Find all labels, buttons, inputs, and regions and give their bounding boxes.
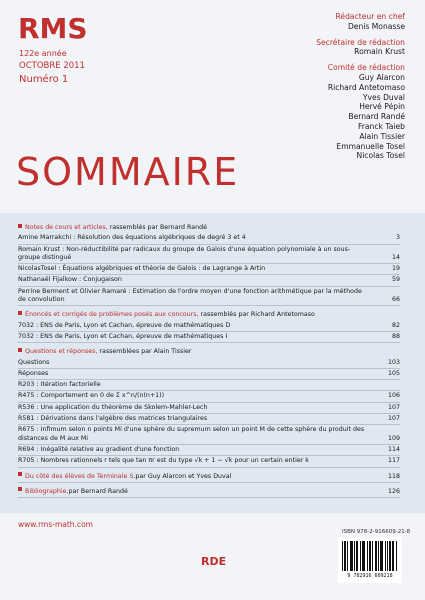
toc-section [18, 488, 400, 498]
staff-member: Guy Alarcon [358, 72, 405, 82]
heading-spacer [128, 488, 382, 496]
page-number: 19 [391, 265, 400, 273]
barcode-bars [342, 541, 398, 571]
entry-title: Nathanaël Fijalkow : Conjugaison [18, 276, 122, 284]
entry-title: NicolasTosel : Équations algébriques et théorie de Galois : de Lagrange à Artin [18, 265, 266, 273]
staff-member: Denis Monasse [347, 21, 405, 31]
entry-title: R536 : Une application du théorème de Skolem-Mahler-Lech [18, 403, 208, 411]
section-title: Bibliographie, [25, 487, 69, 495]
toc-entry[interactable] [18, 456, 400, 467]
toc-entry[interactable] [18, 358, 400, 369]
page-number: 66 [391, 296, 400, 304]
entry-title: R581 : Dérivations dans l'algèbre des matrices triangulaires [18, 415, 208, 423]
page-number: 103 [387, 358, 400, 366]
table-of-contents [18, 224, 400, 503]
entry-title: R694 : Inégalité relative au gradient d'une fonction [18, 445, 180, 453]
toc-entry[interactable] [18, 425, 400, 445]
section-heading[interactable] [18, 488, 400, 498]
toc-section [18, 348, 400, 467]
section-title: Du côté des élèves de Terminale S, [25, 472, 136, 480]
staff-member: Yves Duval [362, 92, 405, 102]
toc-entry[interactable] [18, 245, 400, 265]
entry-title: Questions [18, 358, 50, 366]
heading-spacer [231, 473, 382, 481]
page-number: 88 [391, 332, 400, 340]
toc-entry[interactable] [18, 380, 400, 391]
page-number: 109 [387, 434, 400, 442]
toc-entry[interactable] [18, 391, 400, 402]
section-bullet-icon [18, 472, 22, 476]
toc-entry[interactable] [18, 403, 400, 414]
website-link[interactable]: www.rms-math.com [18, 520, 93, 529]
toc-entry[interactable] [18, 264, 400, 275]
entry-title: 7032 : ENS de Paris, Lyon et Cachan, épreuve de mathématiques I [18, 332, 228, 340]
section-editor: rassemblés par Richard Antetomaso [198, 311, 315, 319]
section-bullet-icon [18, 348, 22, 352]
entry-title: 7032 : ENS de Paris, Lyon et Cachan, épreuve de mathématiques D [18, 321, 231, 329]
staff-member: Richard Antetomaso [327, 82, 405, 92]
issue-month: OCTOBRE 2011 [19, 61, 85, 71]
toc-entry[interactable] [18, 321, 400, 332]
section-bullet-icon [18, 487, 22, 491]
toc-section [18, 224, 400, 306]
staff-role: Rédacteur en chef [335, 12, 405, 21]
page-title: SOMMAIRE [16, 150, 240, 194]
toc-entry[interactable] [18, 332, 400, 343]
page-number: 14 [391, 253, 400, 261]
staff-member: Hervé Pépin [359, 102, 405, 112]
toc-section [18, 473, 400, 483]
page-number: 105 [387, 369, 400, 377]
staff-role: Secrétaire de rédaction [316, 37, 405, 47]
page-number: 107 [387, 403, 400, 411]
page-number: 114 [387, 445, 400, 453]
section-editor: rassemblées par Alain Tissier [97, 348, 192, 356]
page-number: 117 [387, 457, 400, 465]
entry-title: Romain Krust : Non-réductibilité par radicaux du groupe de Galois d'une équation polynomiale à un sous-groupe distingué [18, 245, 351, 261]
entry-title: R705 : Nombres rationnels r tels que tan πr est du type √k + 1 − √k pour un certain entier k [18, 457, 309, 465]
section-editor: rassemblés par Bernard Randé [107, 224, 207, 231]
section-bullet-icon [18, 311, 22, 315]
page-number: 118 [387, 472, 400, 480]
staff-member: Alain Tissier [359, 131, 405, 141]
entry-title: R475 : Comportement en 0 de Σ x^n/(n(n+1)) [18, 392, 165, 400]
section-heading[interactable] [18, 473, 400, 483]
section-editor: par Guy Alarcon et Yves Duval [135, 472, 232, 480]
section-title: Questions et réponses, [25, 348, 98, 356]
section-bullet-icon [18, 224, 22, 228]
staff-member: Emmanuelle Tosel [336, 141, 405, 151]
section-heading[interactable] [18, 224, 400, 232]
journal-title: RMS [18, 12, 88, 45]
barcode-number: 9 782916 609218 [347, 573, 393, 579]
publisher-logo: RDE [201, 555, 227, 568]
entry-title: R675 : Infimum selon n points Mi d'une sphère du supremum selon un point M de cette sphère du produit des distances de M aux Mi [18, 426, 365, 442]
section-title: Énoncés et corrigés de problèmes posés aux concours, [25, 311, 199, 319]
volume-year: 122e année [19, 49, 67, 58]
isbn-label: ISBN 978-2-916609-21-8 [342, 529, 411, 535]
staff-member: Romain Krust [354, 47, 405, 57]
page-number: 59 [391, 276, 400, 284]
issue-number: Numéro 1 [19, 74, 69, 85]
page-number: 106 [387, 392, 400, 400]
staff-member: Bernard Randé [348, 112, 405, 122]
toc-entry[interactable] [18, 445, 400, 456]
page-number: 107 [387, 415, 400, 423]
toc-entry[interactable] [18, 369, 400, 380]
toc-section [18, 311, 400, 343]
page-number: 82 [391, 321, 400, 329]
staff-member: Nicolas Tosel [356, 151, 405, 161]
editorial-staff [245, 12, 405, 161]
page-number: 126 [387, 487, 400, 495]
entry-title: R203 : Itération factorielle [18, 381, 101, 389]
toc-entry[interactable] [18, 275, 400, 286]
toc-entry[interactable] [18, 233, 400, 244]
section-heading[interactable] [18, 311, 400, 319]
staff-member: Franck Taieb [357, 121, 405, 131]
section-title: Notes de cours et articles, [25, 224, 108, 231]
entry-title: Perrine Berment et Olivier Ramaré : Estimation de l'ordre moyen d'une fonction arithmétique par la méthode de convolution [18, 287, 362, 304]
entry-title: Réponses [18, 369, 49, 377]
barcode [338, 537, 402, 583]
section-editor: par Bernard Randé [68, 487, 128, 495]
page-number: 3 [395, 234, 400, 242]
staff-role: Comité de rédaction [327, 63, 405, 73]
entry-title: Amine Marrakchi : Résolution des équations algébriques de degré 3 et 4 [18, 234, 246, 242]
toc-entry[interactable] [18, 287, 400, 307]
section-heading[interactable] [18, 348, 400, 356]
toc-entry[interactable] [18, 414, 400, 425]
barcode-bar [397, 541, 398, 571]
